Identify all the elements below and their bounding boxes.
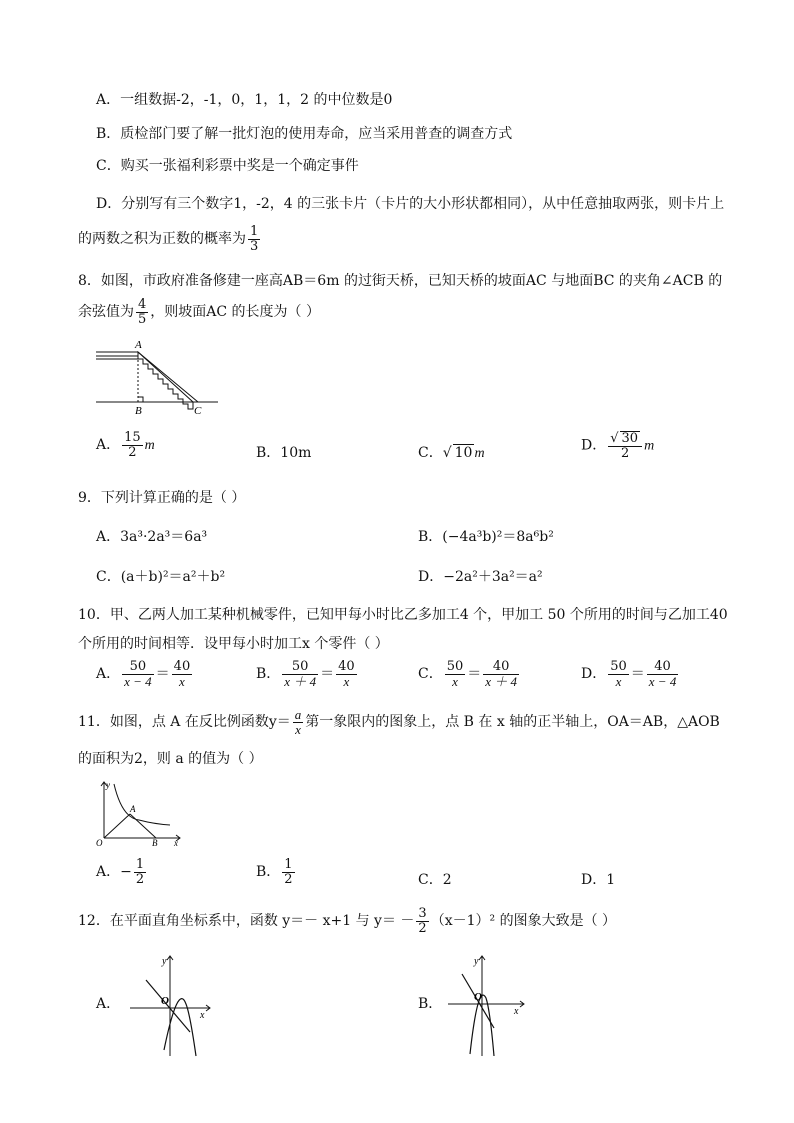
q12-text-pre: 12．在平面直角坐标系中，函数 y＝－ x+1 与 y＝ － <box>78 913 415 930</box>
frac-denominator: 5 <box>138 311 147 327</box>
frac-denominator: 3 <box>250 238 259 254</box>
q7-option-b: B．质检部门要了解一批灯泡的使用寿命，应当采用普查的调查方式 <box>96 126 513 142</box>
q11-text-post: 第一象限内的图象上，点 B 在 x 轴的正半轴上，OA＝AB，△AOB <box>305 714 720 731</box>
unit: m <box>474 446 485 461</box>
option-label: A． <box>96 437 121 454</box>
q11-graph-figure <box>94 778 184 848</box>
right-angle-mark <box>138 397 143 402</box>
q8-option-a-fraction <box>122 431 143 459</box>
frac-denominator: x − 4 <box>124 673 152 689</box>
label-a: A <box>135 339 142 351</box>
frac-numerator: 40 <box>173 659 191 674</box>
q11-stem-line2: 的面积为2，则 a 的值为（ ） <box>78 751 263 767</box>
q8-option-d-fraction <box>608 431 642 460</box>
q12-option-b-graph <box>448 952 534 1058</box>
option-label: B． <box>256 864 281 881</box>
q10-option-c: C． $\frac{50}{x}$ ＝ $\frac{40}{x + 4}$ <box>418 659 518 689</box>
q7-option-a: A．一组数据-2，-1，0，1，1，2 的中位数是0 <box>96 92 393 108</box>
label-x: x <box>174 838 178 848</box>
frac-denominator: 2 <box>418 920 427 936</box>
option-label: C． <box>418 666 443 683</box>
frac-numerator: 50 <box>282 660 318 675</box>
slope-line-ac <box>138 352 198 402</box>
q9-stem: 9．下列计算正确的是（ ） <box>78 490 246 506</box>
q12-text-post: （x－1）² 的图象大致是（ ） <box>430 913 617 930</box>
unit: m <box>644 438 655 454</box>
frac-denominator: x <box>343 673 350 689</box>
q9-option-c: C．(a＋b)²＝a²＋b² <box>96 569 226 585</box>
option-label: D． <box>581 437 607 454</box>
frac-denominator: 2 <box>621 445 630 461</box>
frac-numerator: 50 <box>122 660 154 675</box>
q7-option-d-line2 <box>78 225 262 253</box>
frac-denominator: x <box>179 673 185 689</box>
segment-oa <box>104 814 130 838</box>
q11-option-b <box>256 858 297 886</box>
q11-text-pre: 11．如图，点 A 在反比例函数y＝ <box>78 714 291 731</box>
q8-option-a <box>96 431 155 459</box>
label-o: O <box>96 838 103 848</box>
q11-function-fraction <box>293 708 304 736</box>
frac-denominator: x <box>295 721 301 737</box>
frac-numerator: 40 <box>483 660 519 675</box>
q11-option-a-fraction <box>134 858 146 886</box>
stairs-shape <box>138 352 193 409</box>
q12-coefficient-fraction <box>416 907 428 935</box>
q7-option-d-text: 的两数之积为正数的概率为 <box>78 231 246 248</box>
q8-option-d <box>581 431 654 460</box>
unit: m <box>144 438 155 454</box>
q7-probability-fraction <box>248 225 260 253</box>
frac-denominator: 2 <box>135 871 145 887</box>
frac-numerator: 3 <box>418 906 427 921</box>
label-y: y <box>474 956 479 967</box>
q8-option-b: B．10m <box>256 445 312 461</box>
frac-denominator: x <box>615 673 622 689</box>
frac-numerator: a <box>294 707 302 722</box>
q12-option-b-label: B． <box>418 996 443 1012</box>
option-label: B． <box>256 666 281 683</box>
equation-left-fraction <box>608 660 629 688</box>
q10-stem-line1: 10．甲、乙两人加工某种机械零件，已知甲每小时比乙多加工4 个，甲加工 50 个所用的时间与乙加工40 <box>78 607 728 623</box>
label-c: C <box>194 405 202 417</box>
option-label: A． <box>96 666 121 683</box>
label-o: O <box>474 991 482 1003</box>
label-x: x <box>514 1006 519 1017</box>
q9-option-b: B．(−4a³b)²＝8a⁶b² <box>418 529 554 545</box>
label-y: y <box>106 780 110 790</box>
q11-option-c: C．2 <box>418 872 452 888</box>
segment-ab <box>130 814 156 838</box>
equation-right-fraction <box>483 660 519 688</box>
q8-option-c: C．√ 10 m <box>418 445 485 461</box>
frac-numerator: 40 <box>338 659 355 674</box>
q10-option-d: D． $\frac{50}{x}$ ＝ $\frac{40}{x - 4}$ <box>581 659 677 689</box>
q12-option-a-graph <box>130 952 216 1058</box>
q7-option-c: C．购买一张福利彩票中奖是一个确定事件 <box>96 158 359 174</box>
label-y: y <box>162 956 167 967</box>
q10-option-a: A． $\frac{50}{x - 4}$ ＝ $\frac{40}{x}$ <box>96 659 191 689</box>
frac-numerator: √ 30 <box>608 431 642 447</box>
radicand: 30 <box>621 431 639 446</box>
option-label: D． <box>581 666 607 683</box>
q10-option-b: B． $\frac{50}{x + 4}$ ＝ $\frac{40}{x}$ <box>256 659 355 689</box>
frac-denominator: x ＋ 4 <box>284 673 317 689</box>
label-b: B <box>135 405 142 417</box>
frac-numerator: 1 <box>284 857 293 872</box>
equation-left-fraction <box>122 660 154 688</box>
frac-numerator: 1 <box>135 857 145 872</box>
frac-denominator: 2 <box>128 444 137 460</box>
q11-option-b-fraction <box>282 858 294 886</box>
hyperbola-curve <box>114 784 170 825</box>
label-o: O <box>161 995 169 1007</box>
q8-cos-fraction <box>136 298 148 326</box>
frac-denominator: x ＋ 4 <box>485 673 518 689</box>
label-x: x <box>200 1010 205 1021</box>
frac-numerator: 15 <box>124 430 141 445</box>
label-a: A <box>130 804 136 814</box>
frac-numerator: 1 <box>250 224 259 239</box>
q8-text-pre: 余弦值为 <box>78 304 134 321</box>
q8-text-post: ，则坡面AC 的长度为（ ） <box>150 304 321 321</box>
radicand: 10 <box>454 445 473 461</box>
q11-option-a <box>96 858 148 886</box>
q8-bridge-figure <box>94 336 224 420</box>
q8-stem-line2 <box>78 298 320 326</box>
q12-stem <box>78 907 616 935</box>
q12-option-a-label: A． <box>96 996 121 1012</box>
q10-stem-line2: 个所用的时间相等．设甲每小时加工x 个零件（ ） <box>78 636 389 652</box>
frac-denominator: 2 <box>284 871 293 887</box>
q11-option-d: D．1 <box>581 872 616 888</box>
frac-numerator: 50 <box>446 659 464 674</box>
frac-numerator: 40 <box>647 660 679 675</box>
equation-right-fraction <box>647 660 679 688</box>
equation-left-fraction <box>445 660 466 688</box>
q7-option-d-line1: D．分别写有三个数字1，-2，4 的三张卡片（卡片的大小形状都相同），从中任意抽取两张，则卡片上 <box>96 196 725 212</box>
q9-option-a: A．3a³·2a³＝6a³ <box>96 529 208 545</box>
option-label: A． <box>96 864 121 881</box>
frac-denominator: x − 4 <box>648 673 677 689</box>
label-b: B <box>152 838 158 848</box>
option-label: C． <box>418 445 443 461</box>
equation-left-fraction <box>282 660 318 688</box>
minus-sign: − <box>120 864 132 881</box>
q8-stem-line1: 8．如图，市政府准备修建一座高AB＝6m 的过街天桥，已知天桥的坡面AC 与地面BC 的夹角∠ACB 的 <box>78 273 723 289</box>
q9-option-d: D．−2a²＋3a²＝a² <box>418 569 543 585</box>
q11-stem-line1 <box>78 708 720 736</box>
frac-denominator: x <box>452 673 458 689</box>
frac-numerator: 4 <box>138 297 147 312</box>
equation-right-fraction <box>336 660 357 688</box>
frac-numerator: 50 <box>610 659 627 674</box>
equation-right-fraction <box>172 660 193 688</box>
